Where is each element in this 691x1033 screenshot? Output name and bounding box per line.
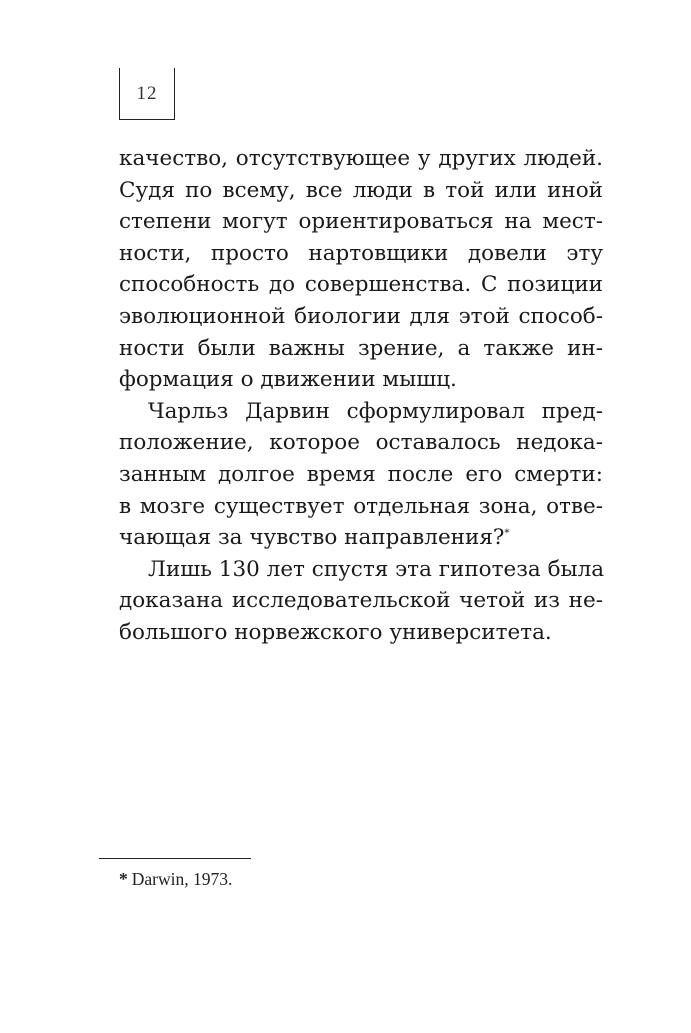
text-line: способность до совершенства. С позиции	[119, 272, 603, 298]
text-line: положение, которое оставалось недока-	[119, 430, 603, 456]
footnote-reference[interactable]: *	[504, 527, 510, 539]
text-line: ности, просто нартовщики довели эту	[119, 240, 603, 266]
page-number: 12	[119, 68, 175, 120]
footnote-text: Darwin, 1973.	[131, 869, 233, 889]
footnote	[119, 869, 232, 890]
text-line: в мозге существует отдельная зона, отве-	[119, 493, 603, 519]
footnote-divider	[99, 858, 251, 859]
text-line: доказана исследовательской четой из не-	[119, 588, 603, 614]
text-line: формация о движении мышц.	[119, 367, 457, 393]
text-line: Чарльз Дарвин сформулировал пред-	[148, 398, 603, 424]
text-line: большого норвежского университета.	[119, 619, 552, 645]
text-line: занным долгое время после его смерти:	[119, 461, 603, 487]
text-line: ности были важны зрение, а также ин-	[119, 335, 603, 361]
text-line: эволюционной биологии для этой способ-	[119, 303, 603, 329]
text-line: качество, отсутствующее у других людей.	[119, 146, 603, 171]
text-line: Лишь 130 лет спустя эта гипотеза была	[148, 556, 605, 582]
text-line: Судя по всему, все люди в той или иной	[119, 177, 603, 203]
text-line	[119, 522, 603, 554]
text-line-content: чающая за чувство направления?	[119, 525, 505, 551]
text-line: степени могут ориентироваться на мест-	[119, 209, 603, 235]
body-text	[119, 143, 603, 649]
footnote-marker: *	[119, 869, 128, 889]
